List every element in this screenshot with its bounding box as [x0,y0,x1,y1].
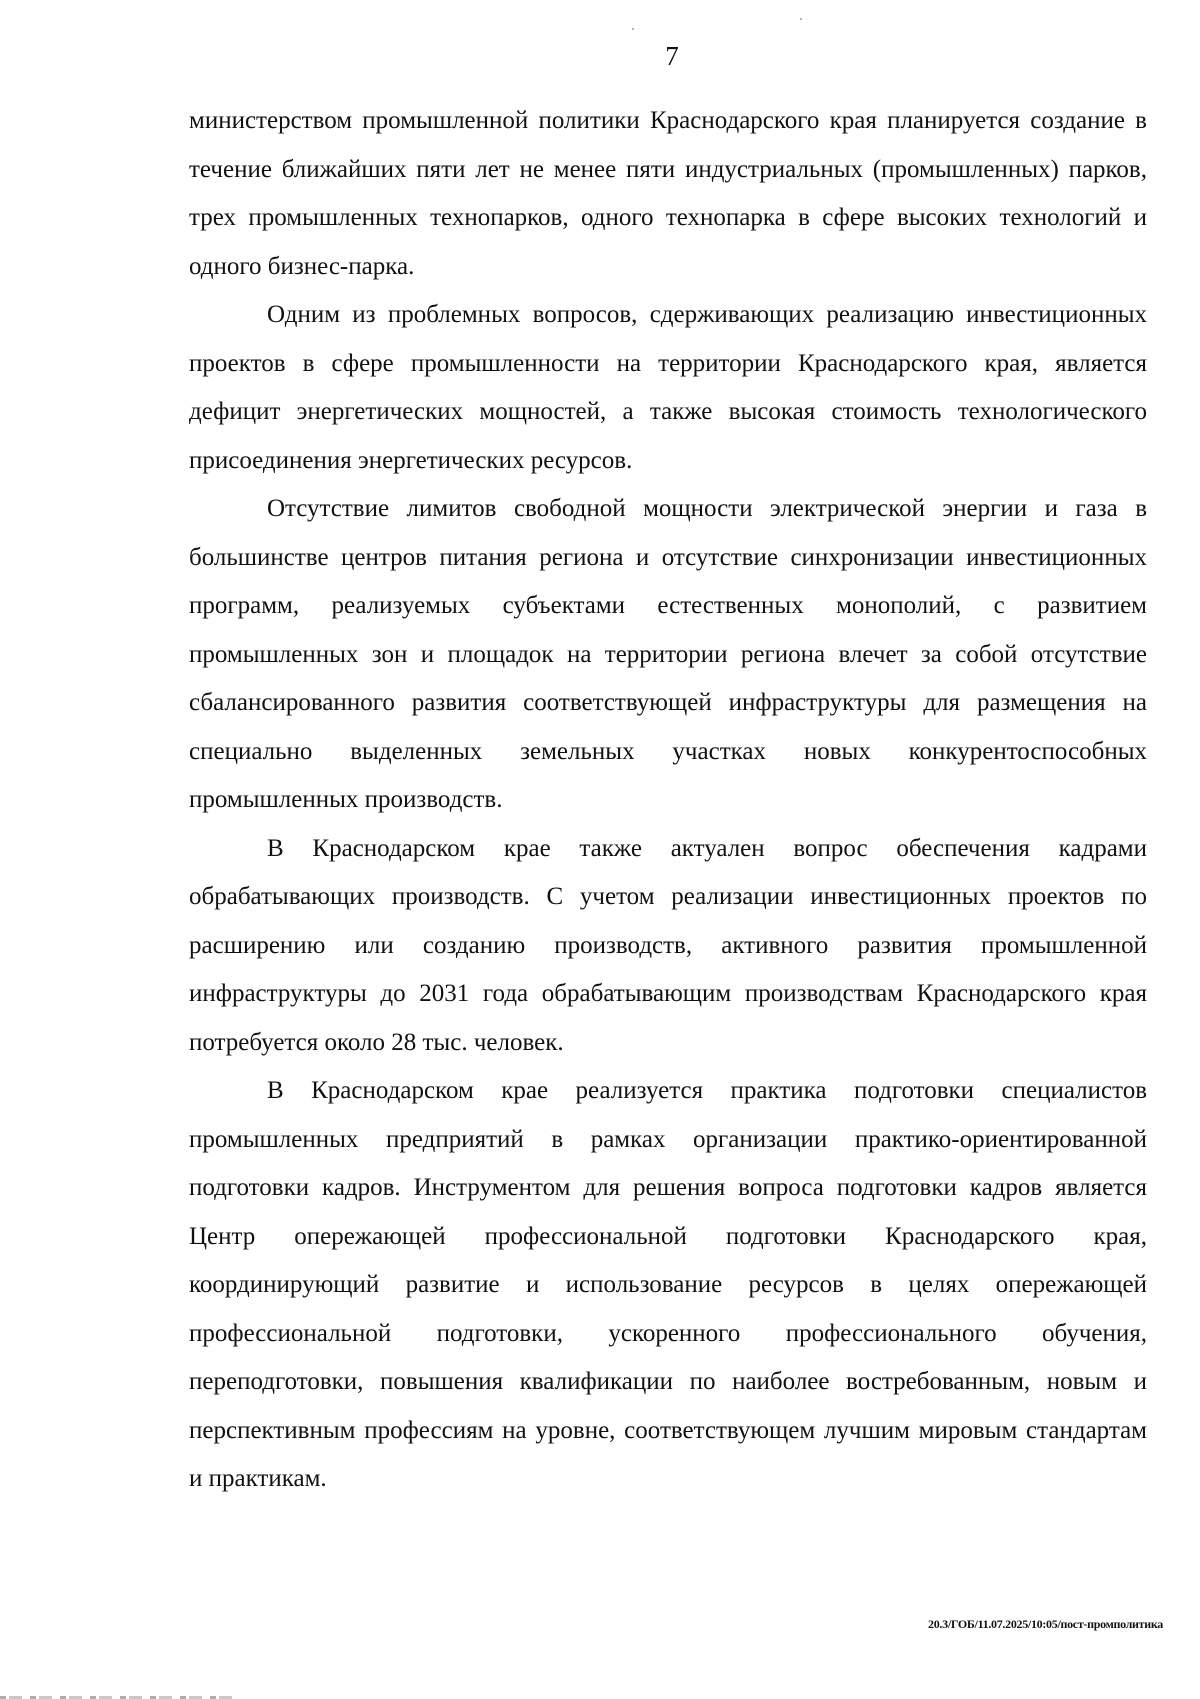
paragraph-4: В Краснодарском крае также актуален вопрос обеспечения кадрами обрабатывающих производств. С учетом реализации инвестиционных проектов по расширению или созданию производств, активного развития промышленной инфраструктуры до 2031 года обрабатывающим производствам Краснодарского края потребуется около 28 тыс. человек. [189,834,1147,1056]
scan-speck [800,18,802,20]
paragraph-3: Отсутствие лимитов свободной мощности электрической энергии и газа в большинстве центров питания региона и отсутствие синхронизации инвестиционных программ, реализуемых субъектами естественных монополий, с развитием промышленных зон и площадок на территории региона влечет за собой отсутствие сбалансированного развития соответствующей инфраструктуры для размещения на специально выделенных земельных участках новых конкурентоспособных промышленных производств. [189,495,1147,813]
page-number: 7 [665,41,679,71]
paragraph-2: Одним из проблемных вопросов, сдерживающих реализацию инвестиционных проектов в сфере промышленности на территории Краснодарского края, является дефицит энергетических мощностей, а также высокая стоимость технологического присоединения энергетических ресурсов. [189,301,1147,474]
paragraph-5: В Краснодарском крае реализуется практика подготовки специалистов промышленных предприятий в рамках организации практико-ориентированной подготовки кадров. Инструментом для решения вопроса подготовки кадров является Центр опережающей профессиональной подготовки Краснодарского края, координирующий развитие и использование ресурсов в целях опережающей профессиональной подготовки, ускоренного профессионального обучения, переподготовки, повышения квалификации по наиболее востребованным, новым и перспективным профессиям на уровне, соответствующем лучшим мировым стандартам и практикам. [189,1077,1147,1492]
document-footer-code: 20.3/ГОБ/11.07.2025/10:05/пост-промполитика [928,1617,1163,1631]
scan-speck [632,28,634,30]
paragraph-1-continuation: министерством промышленной политики Краснодарского края планируется создание в течение ближайших пяти лет не менее пяти индустриальных (промышленных) парков, трех промышленных технопарков, одного технопарка в сфере высоких технологий и одного бизнес-парка. [189,107,1147,280]
document-body [189,97,1147,1504]
